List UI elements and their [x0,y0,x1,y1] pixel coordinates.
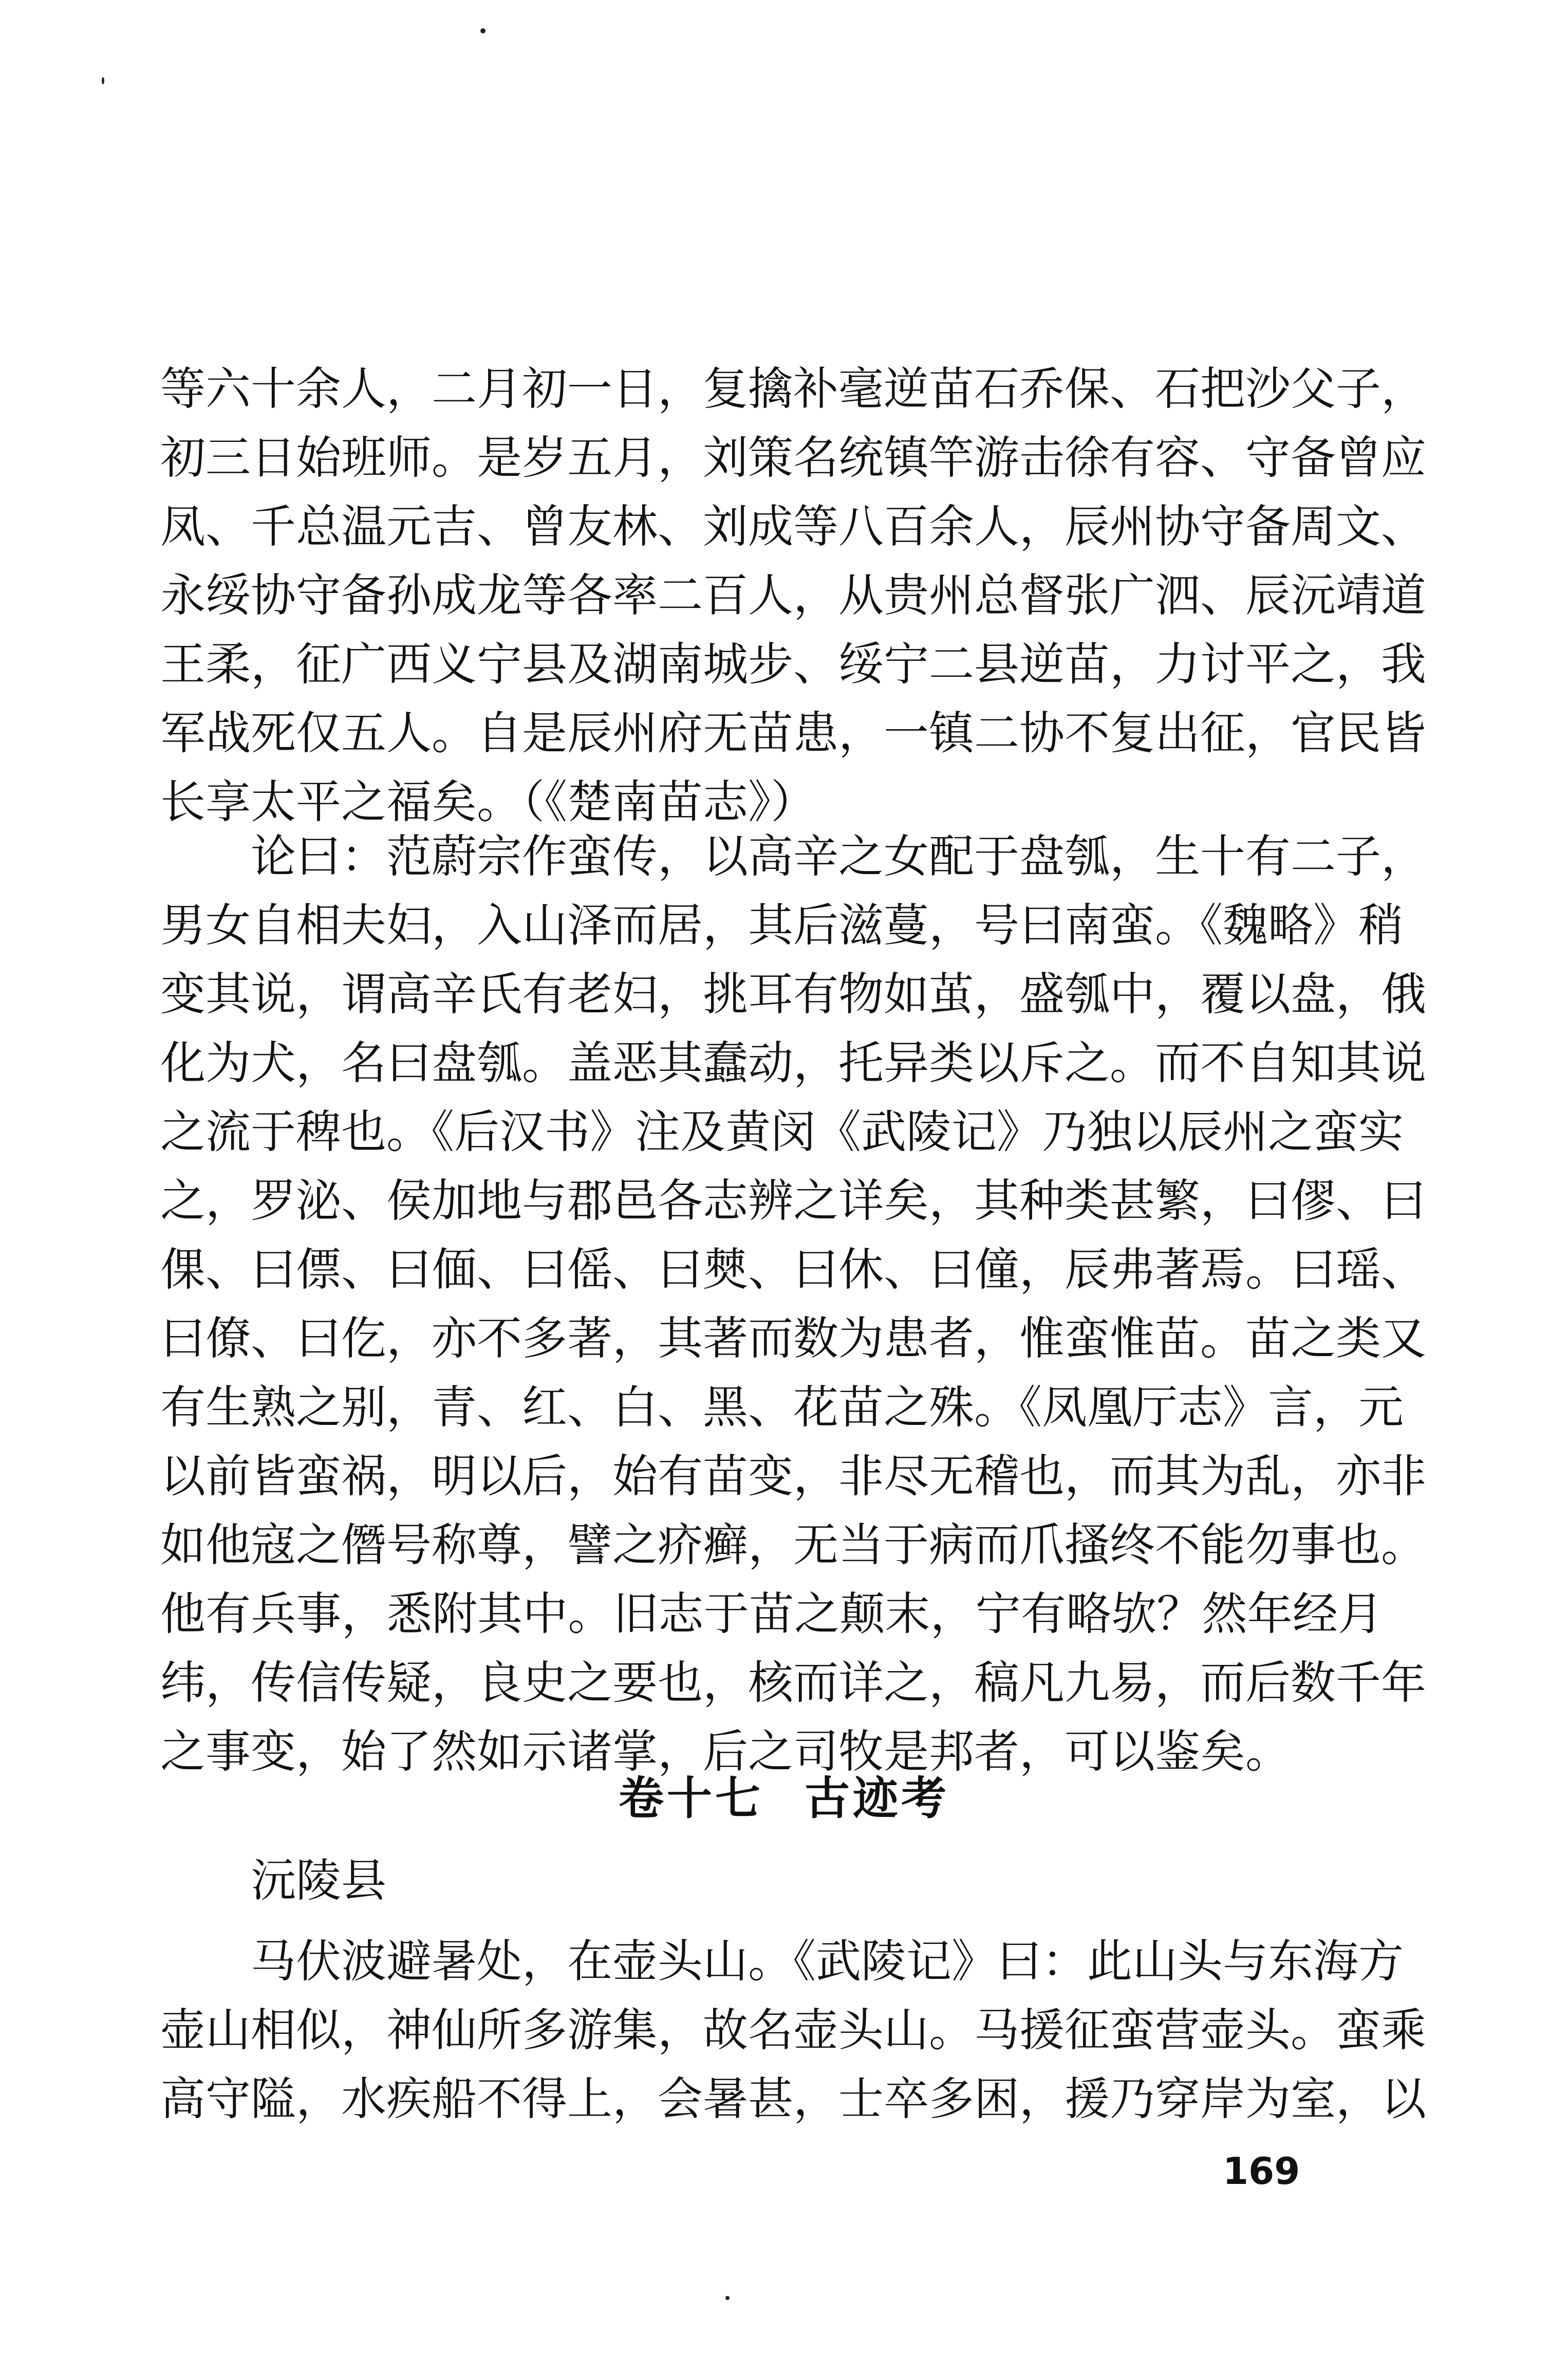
text-line: 男女自相夫妇，入山泽而居，其后滋蔓，号曰南蛮。《魏略》稍 [160,899,1404,952]
text-line: 他有兵事，悉附其中。旧志于苗之颠末，宁有略欤？然年经月 [160,1587,1383,1640]
text-line: 永绥协守备孙成龙等各率二百人，从贵州总督张广泗、辰沅靖道 [160,569,1427,622]
text-line: 长享太平之福矣。（《楚南苗志》） [160,775,816,828]
text-line: 凤、千总温元吉、曾友林、刘成等八百余人，辰州协守备周文、 [160,500,1427,553]
text-line: 等六十余人，二月初一日，复擒补毫逆苗石乔保、石把沙父子， [160,362,1427,415]
scan-speck [102,77,104,84]
paragraph-campaign [160,355,1427,837]
text-line: 壶山相似，神仙所多游集，故名壶头山。马援征蛮营壶头。蛮乘 [160,2004,1427,2056]
text-line: 军战死仅五人。自是辰州府无苗患，一镇二协不复出征，官民皆 [160,707,1427,759]
text-line: 高守隘，水疾船不得上，会暑甚，士卒多困，援乃穿岸为室，以 [160,2072,1427,2125]
scan-speck [480,28,486,33]
text-line: 之事变，始了然如示诸掌，后之司牧是邦者，可以鉴矣。 [160,1725,1291,1778]
text-line: 马伏波避暑处，在壶头山。《武陵记》曰：此山头与东海方 [251,1935,1404,1988]
paragraph-commentary [160,822,1427,1786]
paragraph-relic [160,1927,1427,2134]
text-line: 如他寇之僭号称尊，譬之疥癣，无当于病而爪搔终不能勿事也。 [160,1518,1427,1571]
scan-speck [725,2296,730,2300]
section-heading [0,1768,1568,1829]
text-line: 倮、曰僄、曰偭、曰傜、曰僰、曰休、曰僮，辰弗著焉。曰瑶、 [160,1243,1427,1296]
volume-label: 卷十七 [618,1772,763,1825]
text-line: 王柔，征广西义宁县及湖南城步、绥宁二县逆苗，力讨平之，我 [160,638,1427,691]
text-line: 之，罗泌、侯加地与郡邑各志辨之详矣，其种类甚繁，曰僇、曰 [160,1174,1427,1227]
text-line: 初三日始班师。是岁五月，刘策名统镇竿游击徐有容、守备曾应 [160,431,1427,484]
volume-title: 古迹考 [805,1772,950,1825]
county-heading: 沅陵县 [251,1854,387,1907]
text-line: 纬，传信传疑，良史之要也，核而详之，稿凡九易，而后数千年 [160,1656,1427,1709]
page-number: 169 [1223,2149,1300,2193]
text-line: 变其说，谓高辛氏有老妇，挑耳有物如茧，盛瓠中，覆以盘，俄 [160,968,1427,1021]
text-line: 化为犬，名曰盘瓠。盖恶其蠢动，托异类以斥之。而不自知其说 [160,1036,1427,1089]
text-line: 曰僚、曰仡，亦不多著，其著而数为患者，惟蛮惟苗。苗之类又 [160,1312,1427,1365]
text-line: 之流于稗也。《后汉书》注及黄闵《武陵记》乃独以辰州之蛮实 [160,1105,1404,1158]
text-line: 以前皆蛮祸，明以后，始有苗变，非尽无稽也，而其为乱，亦非 [160,1450,1427,1503]
text-line: 有生熟之别，青、红、白、黑、花苗之殊。《凤凰厅志》言，元 [160,1381,1404,1434]
text-line: 论曰：范蔚宗作蛮传，以高辛之女配于盘瓠，生十有二子， [251,830,1427,883]
